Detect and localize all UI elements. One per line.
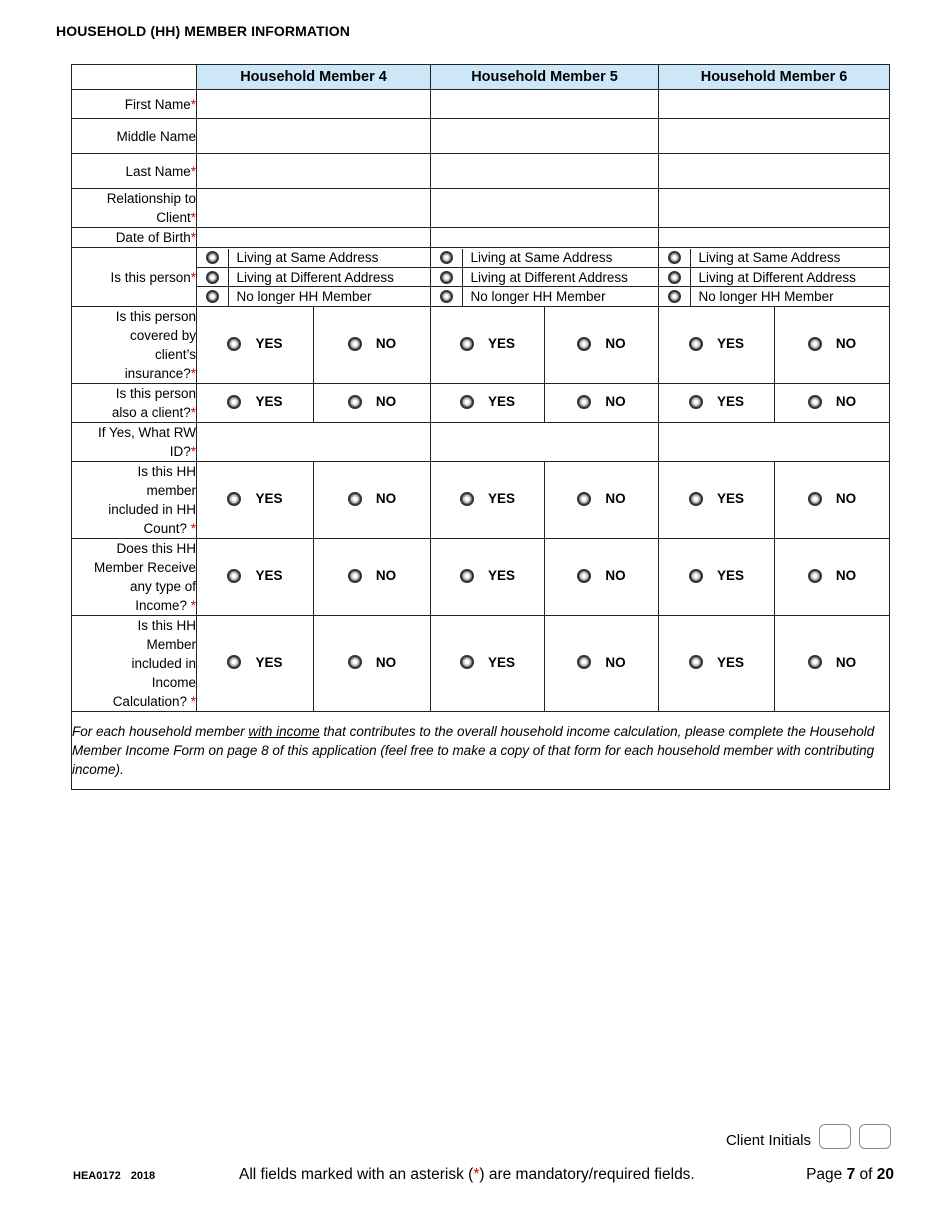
- dob-field-6[interactable]: [659, 228, 890, 248]
- income-calc-no-option-6: [808, 655, 856, 670]
- hh-count-no-radio-6[interactable]: [808, 492, 822, 506]
- relationship-field-4[interactable]: [197, 189, 431, 228]
- yes-label: YES: [717, 568, 745, 584]
- form-code: HEA0172 2018: [73, 1170, 156, 1182]
- insurance-yes-radio-4[interactable]: [227, 337, 241, 351]
- insurance-yes-option-6: [689, 336, 744, 351]
- middle-name-field-5[interactable]: [431, 119, 659, 154]
- income-calc-yes-option-6: [689, 655, 744, 670]
- yes-label: YES: [717, 491, 745, 507]
- yes-label: YES: [255, 568, 283, 584]
- option-different-address: Living at Different Address: [462, 268, 658, 287]
- also-client-no-option-4: [348, 394, 396, 409]
- client-initials: [726, 1124, 891, 1149]
- header-member-6: Household Member 6: [659, 65, 890, 90]
- label-rw-id: If Yes, What RW ID?*: [72, 423, 197, 462]
- insurance-yes-option-4: [227, 336, 282, 351]
- radio-different-address-4[interactable]: [206, 271, 219, 284]
- income-calc-no-cell-6: [775, 616, 890, 712]
- required-fields-note: All fields marked with an asterisk (*) are mandatory/required fields.: [239, 1166, 695, 1183]
- insurance-yes-cell-5: [431, 307, 545, 384]
- last-name-field-4[interactable]: [197, 154, 431, 189]
- rw-id-field-6[interactable]: [659, 423, 890, 462]
- income-calc-no-cell-5: [545, 616, 659, 712]
- label-last-name: Last Name*: [72, 154, 197, 189]
- receive-income-yes-option-5: [460, 568, 515, 583]
- hh-count-yes-cell-4: [197, 462, 314, 539]
- yes-label: YES: [488, 491, 516, 507]
- receive-income-no-cell-4: [314, 539, 431, 616]
- radio-same-address-6[interactable]: [668, 251, 681, 264]
- income-calc-yes-radio-5[interactable]: [460, 655, 474, 669]
- radio-no-longer-member-5[interactable]: [440, 290, 453, 303]
- dob-field-4[interactable]: [197, 228, 431, 248]
- also-client-no-cell-4: [314, 384, 431, 423]
- hh-count-no-radio-4[interactable]: [348, 492, 362, 506]
- income-calc-yes-cell-5: [431, 616, 545, 712]
- radio-different-address-5[interactable]: [440, 271, 453, 284]
- no-label: NO: [605, 336, 626, 352]
- option-no-longer-member: No longer HH Member: [698, 288, 834, 304]
- receive-income-yes-option-4: [227, 568, 282, 583]
- insurance-yes-option-5: [460, 336, 515, 351]
- yes-label: YES: [488, 394, 516, 410]
- household-member-table: [71, 64, 890, 790]
- rw-id-field-5[interactable]: [431, 423, 659, 462]
- dob-field-5[interactable]: [431, 228, 659, 248]
- hh-count-no-option-6: [808, 491, 856, 506]
- also-client-no-cell-6: [775, 384, 890, 423]
- radio-same-address-4[interactable]: [206, 251, 219, 264]
- first-name-field-4[interactable]: [197, 90, 431, 119]
- no-label: NO: [835, 336, 857, 352]
- also-client-no-option-6: [808, 394, 856, 409]
- receive-income-yes-cell-6: [659, 539, 775, 616]
- no-label: NO: [375, 336, 397, 352]
- hh-count-no-radio-5[interactable]: [577, 492, 591, 506]
- insurance-yes-radio-5[interactable]: [460, 337, 474, 351]
- also-client-no-radio-5[interactable]: [577, 395, 591, 409]
- also-client-yes-radio-4[interactable]: [227, 395, 241, 409]
- hh-count-yes-cell-5: [431, 462, 545, 539]
- label-is-this-person: Is this person*: [72, 248, 197, 307]
- option-different-address: Living at Different Address: [690, 268, 889, 287]
- no-label: NO: [375, 568, 397, 584]
- insurance-no-radio-6[interactable]: [808, 337, 822, 351]
- middle-name-field-4[interactable]: [197, 119, 431, 154]
- receive-income-yes-option-6: [689, 568, 744, 583]
- radio-different-address-6[interactable]: [668, 271, 681, 284]
- insurance-no-radio-4[interactable]: [348, 337, 362, 351]
- no-label: NO: [605, 568, 626, 584]
- receive-income-no-option-6: [808, 568, 856, 583]
- label-date-of-birth: Date of Birth*: [72, 228, 197, 248]
- hh-count-yes-cell-6: [659, 462, 775, 539]
- yes-label: YES: [255, 394, 283, 410]
- income-calc-yes-option-4: [227, 655, 282, 670]
- person-status-group-4: [197, 248, 431, 307]
- income-calc-yes-option-5: [460, 655, 515, 670]
- insurance-no-cell-4: [314, 307, 431, 384]
- income-calc-yes-cell-4: [197, 616, 314, 712]
- no-label: NO: [605, 491, 626, 507]
- receive-income-yes-cell-5: [431, 539, 545, 616]
- relationship-field-6[interactable]: [659, 189, 890, 228]
- section-title: HOUSEHOLD (HH) MEMBER INFORMATION: [56, 23, 350, 39]
- hh-count-no-option-5: [577, 491, 625, 506]
- receive-income-yes-cell-4: [197, 539, 314, 616]
- page-number: Page 7 of 20: [806, 1166, 894, 1183]
- last-name-field-6[interactable]: [659, 154, 890, 189]
- income-calc-yes-radio-4[interactable]: [227, 655, 241, 669]
- person-status-group-5: [431, 248, 659, 307]
- relationship-field-5[interactable]: [431, 189, 659, 228]
- insurance-no-cell-5: [545, 307, 659, 384]
- also-client-yes-radio-6[interactable]: [689, 395, 703, 409]
- income-calc-no-radio-5[interactable]: [577, 655, 591, 669]
- income-form-note: For each household member with income that contributes to the overall household income calculation, please complete the Household Member Income Form on page 8 of this application (feel free to make a copy of that form for each household member with contributing income).: [72, 712, 890, 790]
- receive-income-yes-radio-4[interactable]: [227, 569, 241, 583]
- radio-same-address-5[interactable]: [440, 251, 453, 264]
- label-first-name: First Name*: [72, 90, 197, 119]
- option-no-longer-member: No longer HH Member: [236, 288, 372, 304]
- label-middle-name: Middle Name: [72, 119, 197, 154]
- hh-count-no-cell-6: [775, 462, 890, 539]
- insurance-yes-cell-6: [659, 307, 775, 384]
- no-label: NO: [835, 394, 857, 410]
- option-same-address: Living at Same Address: [690, 249, 889, 268]
- insurance-yes-cell-4: [197, 307, 314, 384]
- header-member-4: Household Member 4: [197, 65, 431, 90]
- label-relationship: Relationship to Client*: [72, 189, 197, 228]
- receive-income-no-radio-6[interactable]: [808, 569, 822, 583]
- yes-label: YES: [488, 654, 516, 670]
- income-calc-no-radio-4[interactable]: [348, 655, 362, 669]
- receive-income-no-option-5: [577, 568, 625, 583]
- no-label: NO: [605, 394, 626, 410]
- yes-label: YES: [488, 336, 516, 352]
- also-client-no-option-5: [577, 394, 625, 409]
- receive-income-no-cell-6: [775, 539, 890, 616]
- rw-id-field-4[interactable]: [197, 423, 431, 462]
- also-client-no-radio-6[interactable]: [808, 395, 822, 409]
- initials-box-2[interactable]: [859, 1124, 891, 1149]
- no-label: NO: [375, 654, 397, 670]
- option-same-address: Living at Same Address: [462, 249, 658, 268]
- no-label: NO: [375, 394, 397, 410]
- header-member-5: Household Member 5: [431, 65, 659, 90]
- also-client-yes-cell-6: [659, 384, 775, 423]
- option-different-address: Living at Different Address: [228, 268, 430, 287]
- income-calc-no-radio-6[interactable]: [808, 655, 822, 669]
- hh-count-yes-option-5: [460, 491, 515, 506]
- label-receive-income: Does this HH Member Receive any type of Income? *: [72, 539, 197, 616]
- option-no-longer-member: No longer HH Member: [470, 288, 606, 304]
- yes-label: YES: [717, 336, 745, 352]
- label-hh-count: Is this HH member included in HH Count? *: [72, 462, 197, 539]
- label-income-calculation: Is this HH Member included in Income Calculation? *: [72, 616, 197, 712]
- first-name-field-6[interactable]: [659, 90, 890, 119]
- receive-income-no-option-4: [348, 568, 396, 583]
- hh-count-yes-option-4: [227, 491, 282, 506]
- receive-income-no-radio-4[interactable]: [348, 569, 362, 583]
- income-calc-no-option-4: [348, 655, 396, 670]
- last-name-field-5[interactable]: [431, 154, 659, 189]
- income-calc-no-cell-4: [314, 616, 431, 712]
- initials-box-1[interactable]: [819, 1124, 851, 1149]
- insurance-no-radio-5[interactable]: [577, 337, 591, 351]
- insurance-no-cell-6: [775, 307, 890, 384]
- yes-label: YES: [717, 654, 745, 670]
- insurance-yes-radio-6[interactable]: [689, 337, 703, 351]
- first-name-field-5[interactable]: [431, 90, 659, 119]
- yes-label: YES: [255, 654, 283, 670]
- also-client-yes-option-5: [460, 394, 515, 409]
- insurance-no-option-4: [348, 336, 396, 351]
- radio-no-longer-member-6[interactable]: [668, 290, 681, 303]
- also-client-yes-cell-5: [431, 384, 545, 423]
- yes-label: YES: [717, 394, 745, 410]
- label-also-client: Is this person also a client?*: [72, 384, 197, 423]
- hh-count-yes-radio-5[interactable]: [460, 492, 474, 506]
- yes-label: YES: [255, 491, 283, 507]
- no-label: NO: [605, 654, 626, 670]
- yes-label: YES: [255, 336, 283, 352]
- receive-income-no-radio-5[interactable]: [577, 569, 591, 583]
- note-underlined: with income: [248, 724, 320, 739]
- person-status-group-6: [659, 248, 890, 307]
- also-client-yes-option-4: [227, 394, 282, 409]
- label-insurance: Is this person covered by client’s insurance?*: [72, 307, 197, 384]
- hh-count-no-option-4: [348, 491, 396, 506]
- radio-no-longer-member-4[interactable]: [206, 290, 219, 303]
- corner-cell: [72, 65, 197, 90]
- page-footer: [0, 1166, 950, 1188]
- hh-count-yes-radio-6[interactable]: [689, 492, 703, 506]
- income-calc-yes-radio-6[interactable]: [689, 655, 703, 669]
- no-label: NO: [375, 491, 397, 507]
- insurance-no-option-5: [577, 336, 625, 351]
- no-label: NO: [835, 654, 857, 670]
- also-client-no-cell-5: [545, 384, 659, 423]
- also-client-yes-option-6: [689, 394, 744, 409]
- receive-income-yes-radio-6[interactable]: [689, 569, 703, 583]
- insurance-no-option-6: [808, 336, 856, 351]
- also-client-yes-cell-4: [197, 384, 314, 423]
- receive-income-no-cell-5: [545, 539, 659, 616]
- also-client-no-radio-4[interactable]: [348, 395, 362, 409]
- yes-label: YES: [488, 568, 516, 584]
- middle-name-field-6[interactable]: [659, 119, 890, 154]
- also-client-yes-radio-5[interactable]: [460, 395, 474, 409]
- client-initials-label: Client Initials: [725, 1132, 811, 1149]
- receive-income-yes-radio-5[interactable]: [460, 569, 474, 583]
- hh-count-no-cell-4: [314, 462, 431, 539]
- no-label: NO: [835, 491, 857, 507]
- hh-count-yes-radio-4[interactable]: [227, 492, 241, 506]
- no-label: NO: [835, 568, 857, 584]
- income-calc-yes-cell-6: [659, 616, 775, 712]
- hh-count-no-cell-5: [545, 462, 659, 539]
- income-calc-no-option-5: [577, 655, 625, 670]
- option-same-address: Living at Same Address: [228, 249, 430, 268]
- hh-count-yes-option-6: [689, 491, 744, 506]
